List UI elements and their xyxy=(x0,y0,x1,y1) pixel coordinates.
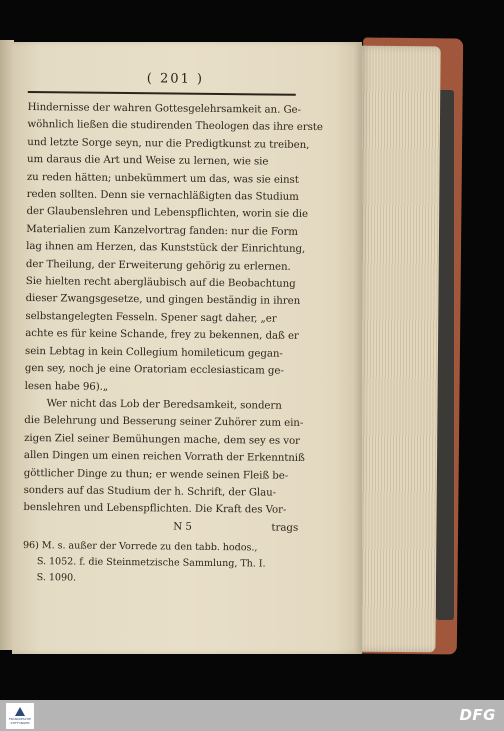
footnotes xyxy=(23,538,298,589)
text-line: um daraus die Art und Weise zu lernen, wie sie xyxy=(27,154,269,168)
text-line: gen sey, noch je eine Oratoriam ecclesiasticam ge- xyxy=(24,363,284,377)
text-line: lag ihnen am Herzen, das Kunststück der Einrichtung, xyxy=(26,241,306,256)
text-line: die Belehrung und Besserung seiner Zuhörer zum ein- xyxy=(24,415,304,430)
library-logo-text: FRANCKESCHE STIFTUNGEN xyxy=(8,717,32,725)
header-rule xyxy=(28,91,296,96)
text-line: sein Lebtag in kein Collegium homileticum gegan- xyxy=(24,345,283,360)
text-line: benslehren und Lebenspflichten. Die Kraft des Vor- xyxy=(23,502,287,517)
text-line: der Glaubenslehren und Lebenspflichten, worin sie die xyxy=(26,206,309,221)
page-stack-edge xyxy=(353,46,440,653)
page-text xyxy=(22,70,323,589)
signature-mark: N 5 xyxy=(173,521,192,533)
text-line: allen Dingen um einen reichen Vorrath der Erkenntniß xyxy=(23,450,305,465)
page-number: ( 201 ) xyxy=(146,71,205,87)
text-line: reden sollten. Denn sie vernachläßigten das Studium xyxy=(26,189,299,203)
library-logo[interactable] xyxy=(6,703,34,729)
viewer-footer-bar xyxy=(0,700,504,731)
footnote-line: S. 1090. xyxy=(36,571,77,584)
text-line: wöhnlich ließen die studirenden Theologen das ihre erste xyxy=(27,119,323,134)
body-text xyxy=(23,99,323,520)
text-line: göttlicher Dinge zu thun; er wende seinen Fleiß be- xyxy=(23,467,289,482)
text-line: lesen habe 96).„ xyxy=(24,380,109,393)
library-emblem-icon xyxy=(15,707,25,716)
text-line: Sie hielten recht abergläubisch auf die Beobachtung xyxy=(25,276,296,290)
catchword: trags xyxy=(271,522,299,534)
text-line: Materialien zum Kanzelvortrag fanden: nur die Form xyxy=(26,223,298,238)
text-line: selbstangelegten Fesseln. Spener sagt daher, „er xyxy=(25,310,277,325)
text-line: der Theilung, der Erweiterung gehörig zu erlernen. xyxy=(25,258,291,273)
text-line: dieser Zwangsgesetze, und gingen beständig in ihren xyxy=(25,293,301,308)
text-line: sonders auf das Studium der h. Schrift, der Glau- xyxy=(23,484,277,499)
text-line: zu reden hätten; unbekümmert um das, was sie einst xyxy=(26,171,299,186)
text-line: und letzte Sorge seyn, nur die Predigtkunst zu treiben, xyxy=(27,136,310,151)
footnote-line: 96) M. s. außer der Vorrede zu den tabb. hodos., xyxy=(22,539,258,554)
text-line: zigen Ziel seiner Bemühungen mache, dem sey es vor xyxy=(24,432,300,447)
dfg-logo[interactable]: DFG xyxy=(459,706,496,724)
text-line: Hindernisse der wahren Gottesgelehrsamkeit an. Ge- xyxy=(27,101,301,116)
text-line: Wer nicht das Lob der Beredsamkeit, sondern xyxy=(46,398,282,412)
signature-line xyxy=(23,517,298,537)
text-line: achte es für keine Schande, frey zu bekennen, daß er xyxy=(25,328,299,343)
footnote-line: S. 1052. f. die Steinmetzische Sammlung, Th. I. xyxy=(36,555,266,570)
